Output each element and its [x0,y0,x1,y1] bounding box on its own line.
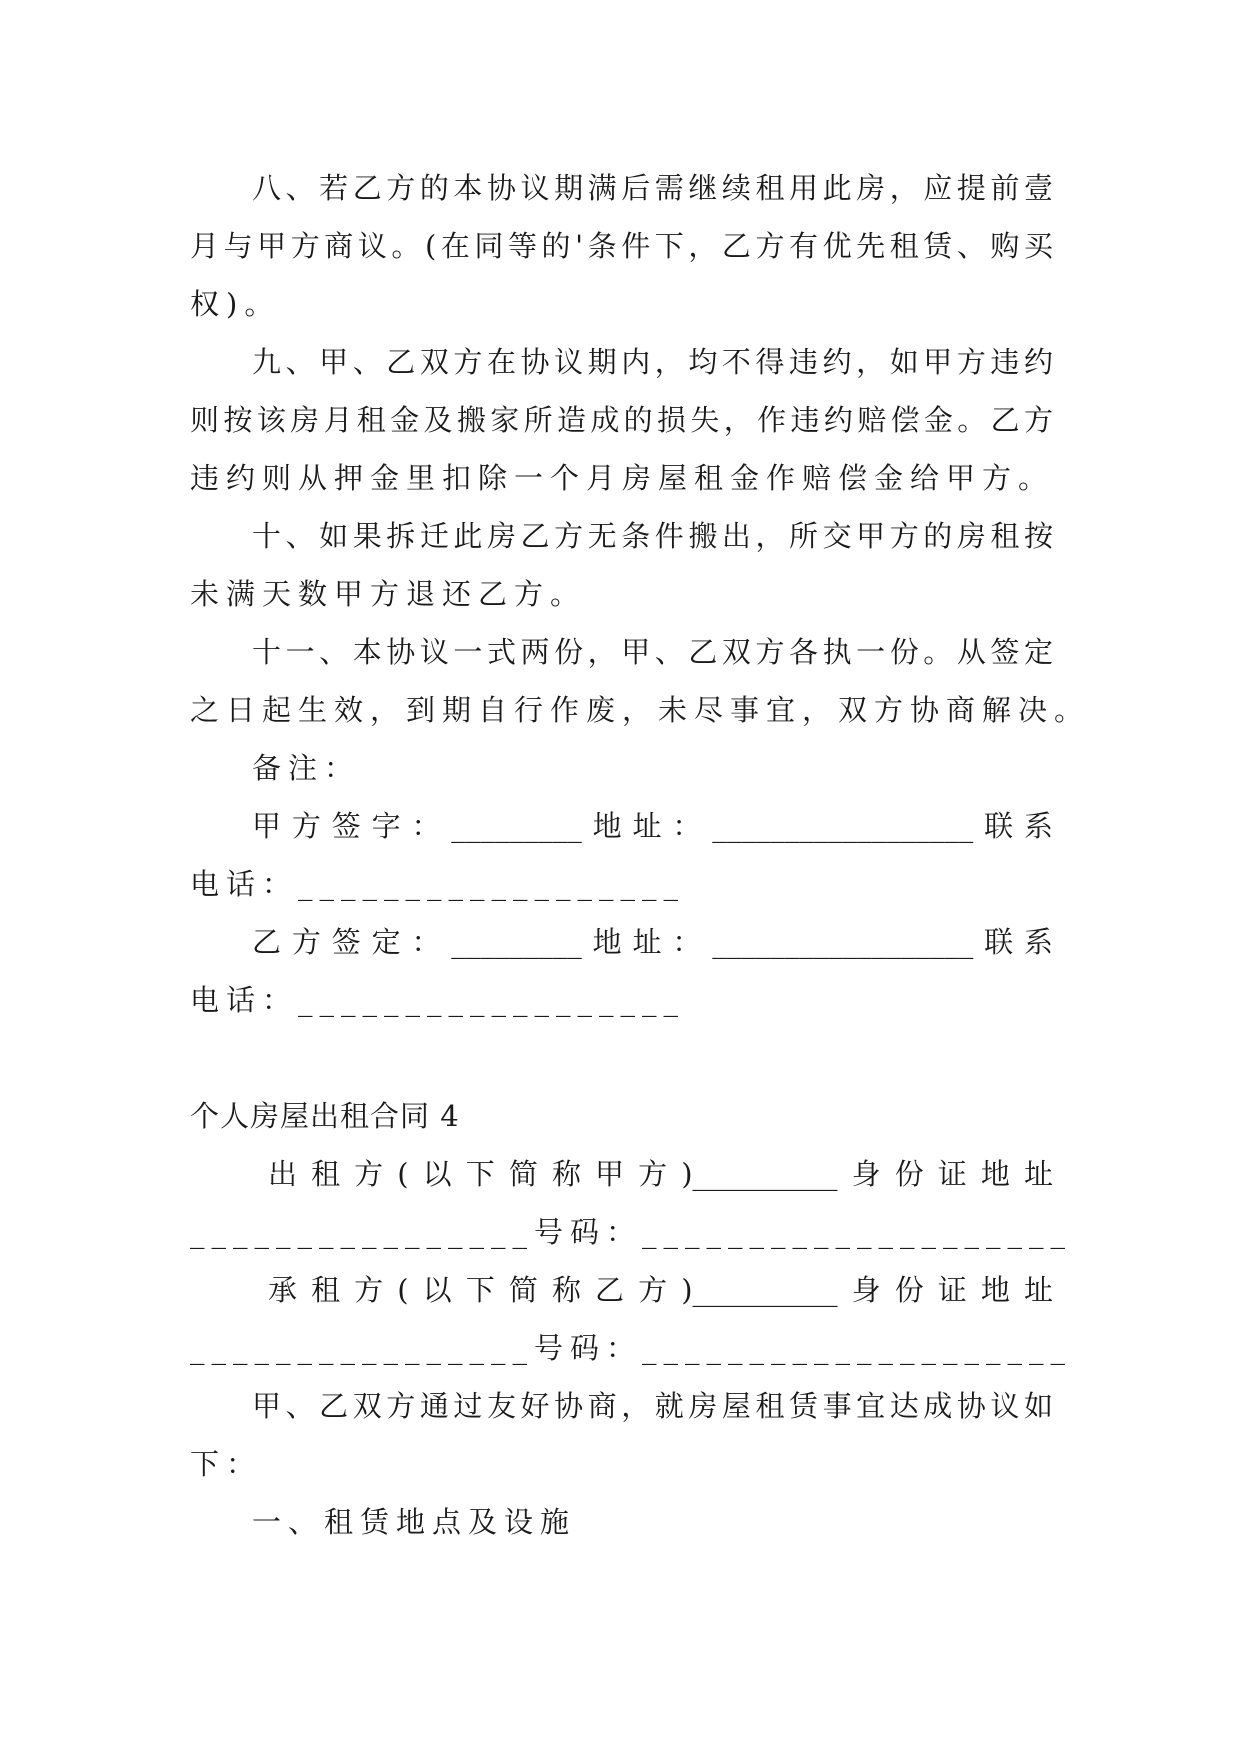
remarks-label: 备注： [252,751,361,785]
clause-8-line-2: 月与甲方商议。(在同等的'条件下，乙方有优先租赁、购买 [190,229,1053,263]
article-1-heading: 一、租赁地点及设施 [252,1505,577,1539]
lessor-line-2: ________________号码：____________________ [190,1215,1073,1249]
clause-9-line-2: 则按该房月租金及搬家所造成的损失，作违约赔偿金。乙方 [190,403,1053,437]
clause-10-line-2: 未满天数甲方退还乙方。 [190,577,587,611]
party-b-signature-line: 乙方签定：_________地址：__________________联系 [252,925,1053,959]
clause-11-line-2: 之日起生效，到期自行作废，未尽事宜，双方协商解决。 [190,693,1091,727]
agreement-intro-line-1: 甲、乙双方通过友好协商，就房屋租赁事宜达成协议如 [252,1389,1053,1423]
agreement-intro-line-2: 下： [190,1447,263,1481]
clause-8-line-1: 八、若乙方的本协议期满后需继续租用此房，应提前壹 [252,171,1053,205]
lessee-line-1: 承租方(以下简称乙方)__________身份证地址 [268,1273,1053,1307]
party-a-phone-line: 电话：__________________ [190,867,686,901]
clause-10-line-1: 十、如果拆迁此房乙方无条件搬出，所交甲方的房租按 [252,519,1053,553]
lessee-line-2: ________________号码：____________________ [190,1331,1073,1365]
lessor-line-1: 出租方(以下简称甲方)__________身份证地址 [268,1157,1053,1191]
section-title: 个人房屋出租合同 4 [190,1099,460,1133]
party-a-signature-line: 甲方签字：_________地址：__________________联系 [252,809,1053,843]
party-b-phone-line: 电话：__________________ [190,983,686,1017]
clause-11-line-1: 十一、本协议一式两份，甲、乙双方各执一份。从签定 [252,635,1053,669]
clause-9-line-1: 九、甲、乙双方在协议期内，均不得违约，如甲方违约 [252,345,1053,379]
clause-9-line-3: 违约则从押金里扣除一个月房屋租金作赔偿金给甲方。 [190,461,1055,495]
clause-8-line-3: 权)。 [190,287,281,321]
